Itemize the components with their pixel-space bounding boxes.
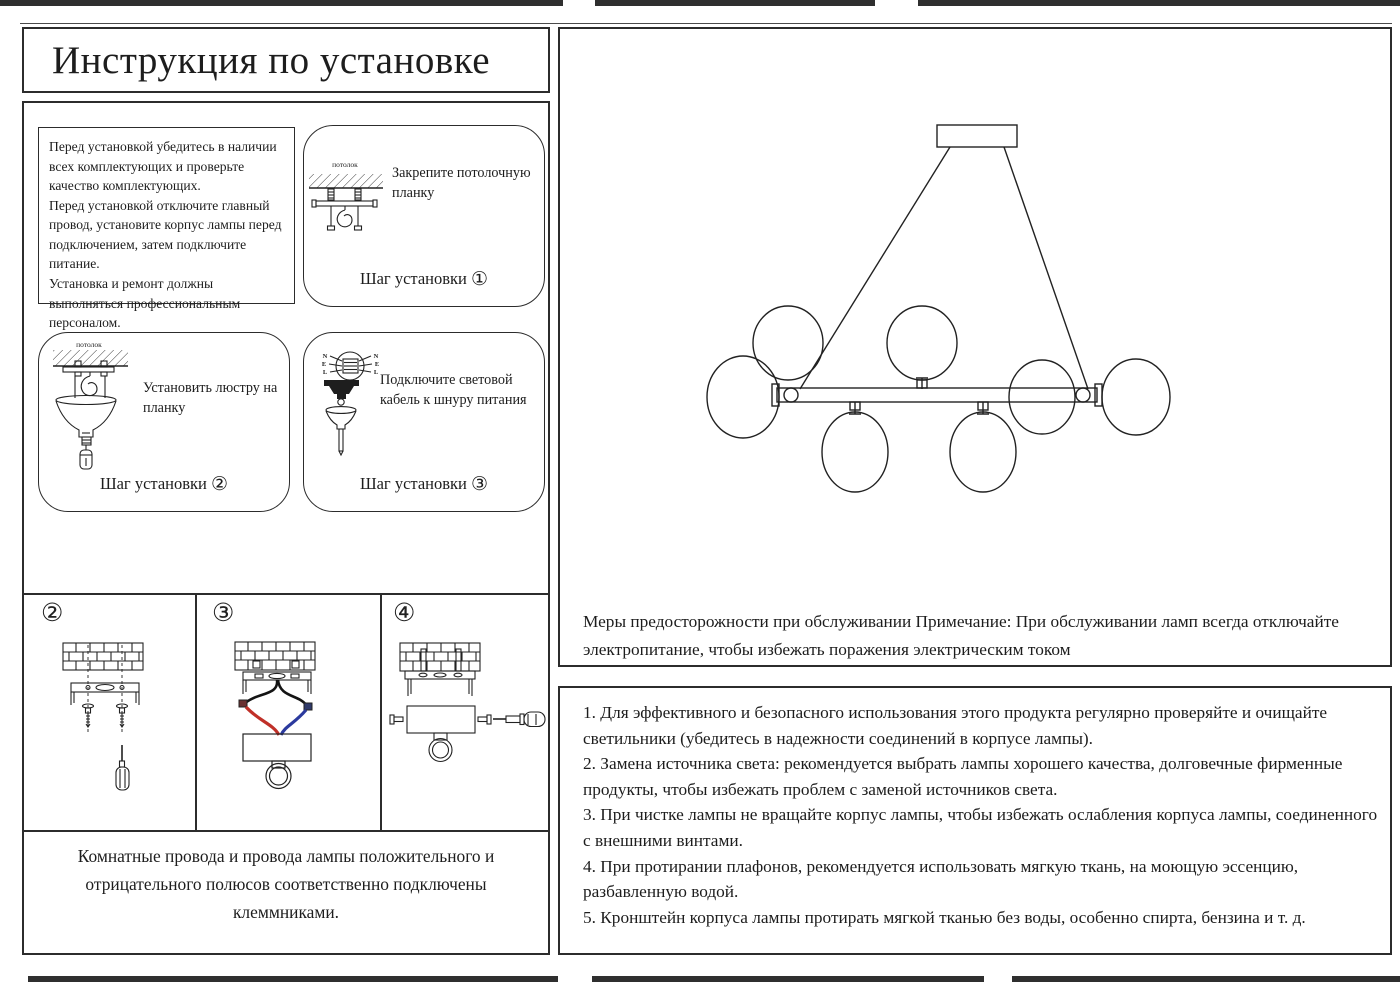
care-list xyxy=(583,700,1383,930)
step2-box xyxy=(38,332,290,512)
care-item-3: 3. При чистке лампы не вращайте корпус лампы, чтобы избежать ослабления корпуса лампы, соединенного с внешними винтами. xyxy=(583,805,1378,850)
live-wire-red xyxy=(246,707,279,735)
step3-footer-label: Шаг установки xyxy=(359,474,467,493)
wire-label-e-right: E xyxy=(374,361,380,368)
panel2-number-icon: ② xyxy=(41,600,64,627)
scan-bottom-bar-middle xyxy=(592,976,984,982)
scan-top-bar-right xyxy=(918,0,1400,6)
intro-box xyxy=(38,127,295,331)
ceiling-label: потолок xyxy=(76,340,102,349)
chandelier-diagram xyxy=(558,27,1392,602)
step2-number-icon: ② xyxy=(210,474,229,495)
scan-top-bar-left xyxy=(0,0,563,6)
step3-number-icon: ③ xyxy=(470,474,489,495)
wire-label-l-left: L xyxy=(322,369,328,376)
wire-label-e-left: E xyxy=(321,361,327,368)
step2-caption: Установить люстру на планку xyxy=(143,380,278,416)
care-item-5: 5. Кронштейн корпуса лампы протирать мягкой тканью без воды, особенно спирта, бензина и т. д. xyxy=(583,907,1306,927)
ceiling-bracket-icon xyxy=(308,154,398,272)
globe-lower-right xyxy=(950,412,1016,492)
care-item-1: 1. Для эффективного и безопасного использования этого продукта регулярно проверяйте и очищайте светильники (убедитесь в надежности соединений в корпусе лампы). xyxy=(583,703,1328,748)
intro-paragraph-2: Перед установкой отключите главный провод, установите корпус лампы перед подключением, затем подключите питание. xyxy=(49,197,282,272)
step1-box xyxy=(303,125,545,307)
globe-upper-left xyxy=(753,306,823,380)
step1-footer xyxy=(304,268,544,291)
safety-note: Меры предосторожности при обслуживании Примечание: При обслуживании ламп всегда отключайте электропитание, чтобы избежать поражения электрическим током xyxy=(583,612,1339,660)
step2-footer xyxy=(39,473,289,496)
page-top-rule xyxy=(20,23,1392,24)
suspension-wire-right xyxy=(1004,147,1088,389)
mounting-screws-diagram xyxy=(22,593,195,830)
wire-label-n-right: N xyxy=(373,353,379,360)
globe-far-left xyxy=(707,356,779,438)
panels-bottom-divider xyxy=(22,830,550,832)
globe-upper-center xyxy=(887,306,957,380)
panel4-number-icon: ④ xyxy=(393,600,416,627)
intro-paragraph-1: Перед установкой убедитесь в наличии всех комплектующих и проверьте качество комплектующих. xyxy=(49,139,277,194)
step1-caption: Закрепите потолочную планку xyxy=(392,165,531,201)
ceiling-canopy xyxy=(937,125,1017,147)
step2-footer-label: Шаг установки xyxy=(99,474,207,493)
scan-bottom-bar-right xyxy=(1012,976,1400,982)
wiring-connection-diagram xyxy=(195,593,380,830)
step3-caption: Подключите световой кабель к шнуру питания xyxy=(380,372,527,408)
scan-bottom-bar-left xyxy=(28,976,558,982)
globe-far-right xyxy=(1102,359,1170,435)
globe-lower-left xyxy=(822,412,888,492)
wire-label-n-left: N xyxy=(322,353,328,360)
body-fixing-diagram xyxy=(380,593,565,830)
step1-number-icon: ① xyxy=(470,269,489,290)
title-box xyxy=(22,27,550,93)
chandelier-arm-bar xyxy=(777,388,1097,402)
scan-top-bar-middle xyxy=(595,0,875,6)
page-title: Инструкция по установке xyxy=(52,38,491,82)
care-item-2: 2. Замена источника света: рекомендуется выбрать лампы хорошего качества, долговечные фирменные продукты, чтобы избежать проблем с заменой источников света. xyxy=(583,754,1343,799)
step1-footer-label: Шаг установки xyxy=(359,269,467,288)
neutral-wire-blue xyxy=(281,710,306,735)
wire-connector-icon xyxy=(316,343,388,459)
intro-paragraph-3: Установка и ремонт должны выполняться профессиональным персоналом. xyxy=(49,275,241,331)
wire-label-l-right: L xyxy=(373,369,379,376)
care-item-4: 4. При протирании плафонов, рекомендуется использовать мягкую ткань, на моющую эссенцию, разбавленную водой. xyxy=(583,856,1299,902)
terminal-note: Комнатные провода и провода лампы положительного и отрицательного полюсов соответственно подключены клеммниками. xyxy=(77,846,495,922)
chandelier-on-bracket-icon xyxy=(49,338,137,478)
ceiling-label: потолок xyxy=(332,160,358,169)
globe-right xyxy=(1009,360,1075,434)
step3-footer xyxy=(304,473,544,496)
step3-box xyxy=(303,332,545,512)
panel3-number-icon: ③ xyxy=(212,600,235,627)
